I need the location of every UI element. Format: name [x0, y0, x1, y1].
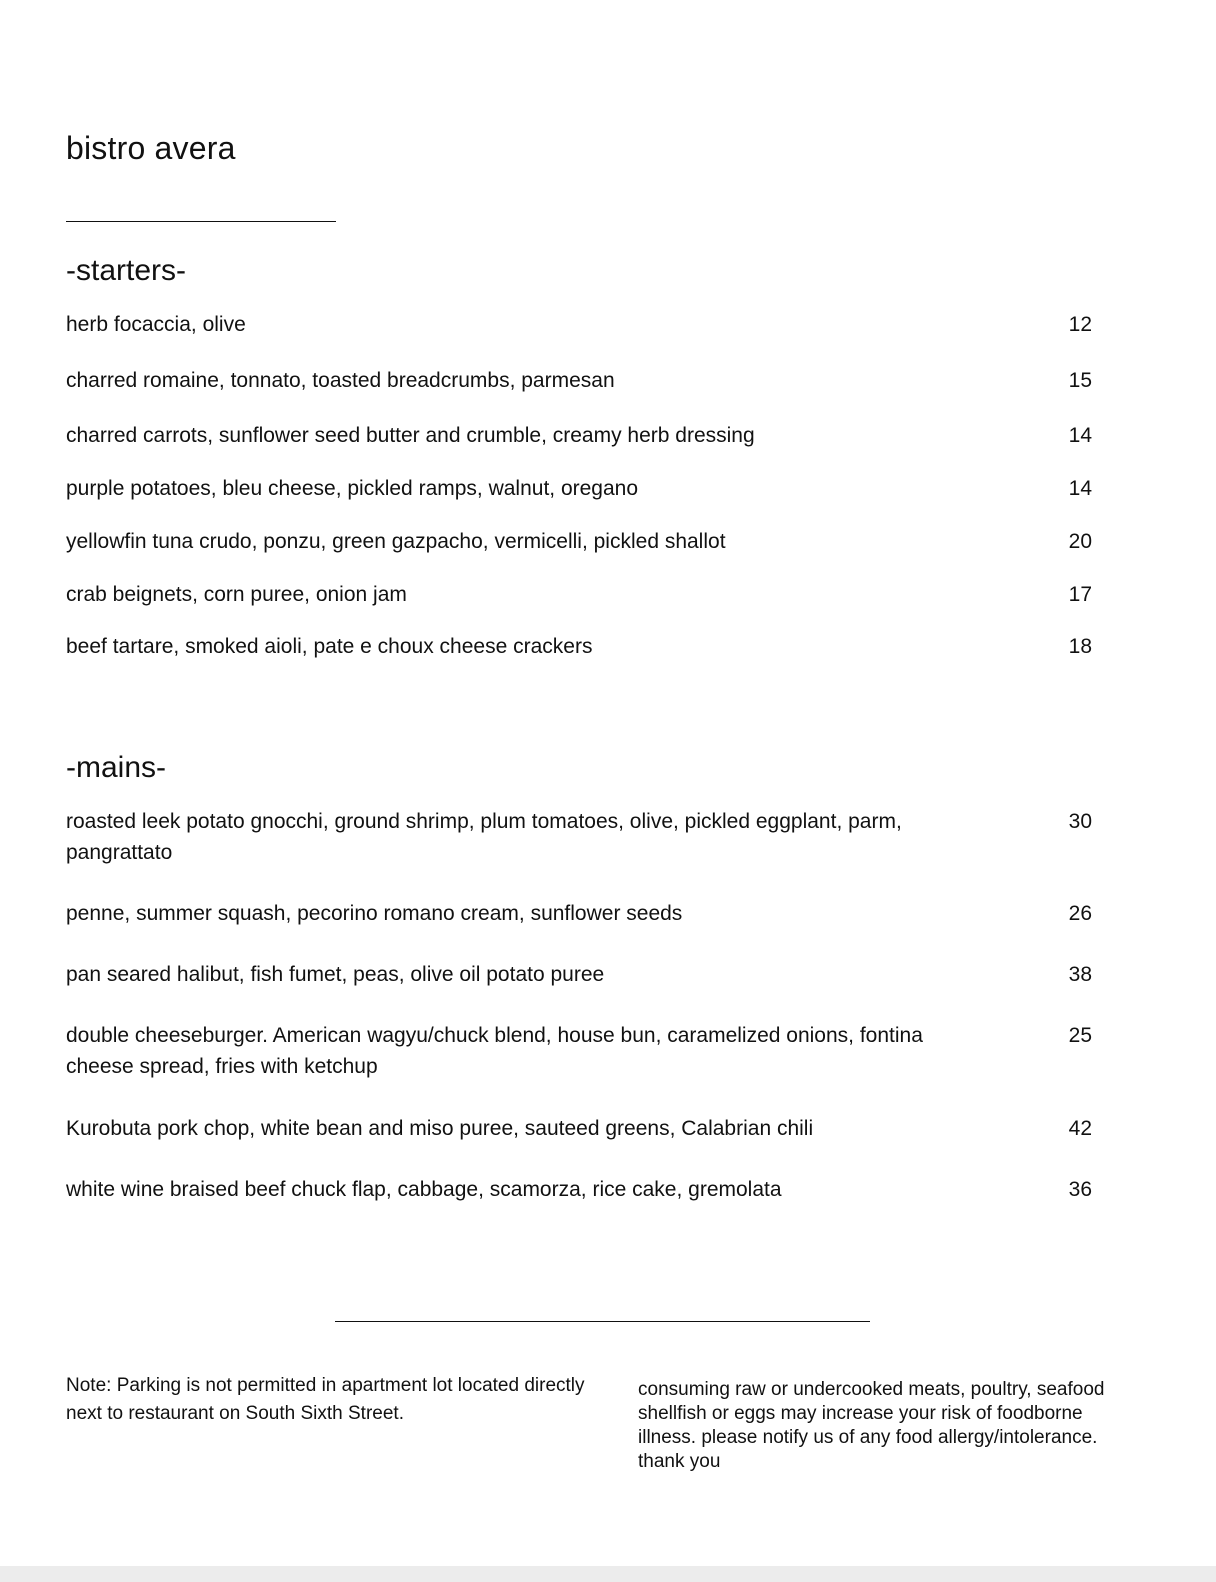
menu-item-description: Kurobuta pork chop, white bean and miso puree, sauteed greens, Calabrian chili: [66, 1117, 814, 1140]
menu-item-price: 36: [1068, 1178, 1092, 1201]
menu-item-price: 42: [1068, 1117, 1092, 1140]
menu-item: [66, 1174, 1092, 1205]
section-heading-starters: -starters-: [66, 254, 186, 287]
menu-item: [66, 959, 1092, 990]
menu-item-price: 30: [1068, 810, 1092, 833]
menu-item-price: 20: [1068, 530, 1092, 553]
menu-item: [66, 806, 1092, 868]
section-heading-mains: -mains-: [66, 751, 167, 784]
restaurant-title: bistro avera: [66, 130, 236, 166]
menu-item-description: charred carrots, sunflower seed butter and crumble, creamy herb dressing: [66, 424, 755, 447]
menu-item-description: yellowfin tuna crudo, ponzu, green gazpacho, vermicelli, pickled shallot: [66, 530, 726, 553]
menu-item-description: crab beignets, corn puree, onion jam: [66, 583, 407, 606]
menu-item: [66, 420, 1092, 451]
menu-item-price: 17: [1068, 583, 1092, 606]
menu-item: [66, 473, 1092, 504]
menu-item-description: purple potatoes, bleu cheese, pickled ramps, walnut, oregano: [66, 477, 639, 500]
menu-item-price: 15: [1068, 369, 1092, 392]
menu-item: [66, 1113, 1092, 1144]
page-bottom-edge: [0, 1566, 1216, 1582]
health-notice: consuming raw or undercooked meats, poultry, seafood shellfish or eggs may increase your risk of foodborne illness. please notify us of any food allergy/intolerance. thank you: [638, 1379, 1105, 1472]
footer-divider: [335, 1321, 870, 1322]
menu-item: [66, 898, 1092, 929]
menu-item-price: 14: [1068, 424, 1092, 447]
menu-item-price: 25: [1068, 1024, 1092, 1047]
menu-item-description: double cheeseburger. American wagyu/chuck blend, house bun, caramelized onions, fontina cheese spread, fries with ketchup: [66, 1024, 923, 1078]
menu-item-description: pan seared halibut, fish fumet, peas, olive oil potato puree: [66, 963, 605, 986]
menu-item: [66, 1020, 1092, 1082]
menu-item: [66, 365, 1092, 396]
menu-item-description: white wine braised beef chuck flap, cabbage, scamorza, rice cake, gremolata: [66, 1178, 782, 1201]
menu-item-description: beef tartare, smoked aioli, pate e choux cheese crackers: [66, 635, 593, 658]
menu-item-description: penne, summer squash, pecorino romano cream, sunflower seeds: [66, 902, 683, 925]
parking-note: Note: Parking is not permitted in apartment lot located directly next to restaurant on South Sixth Street.: [66, 1375, 585, 1424]
menu-item-description: herb focaccia, olive: [66, 313, 246, 336]
menu-item: [66, 631, 1092, 662]
menu-item-price: 12: [1068, 313, 1092, 336]
menu-item: [66, 526, 1092, 557]
menu-item-price: 14: [1068, 477, 1092, 500]
title-divider: [66, 221, 336, 222]
menu-item: [66, 309, 1092, 340]
menu-item: [66, 579, 1092, 610]
menu-item-description: roasted leek potato gnocchi, ground shrimp, plum tomatoes, olive, pickled eggplant, parm, pangrattato: [66, 810, 902, 864]
menu-item-price: 38: [1068, 963, 1092, 986]
menu-item-price: 26: [1068, 902, 1092, 925]
menu-item-price: 18: [1068, 635, 1092, 658]
menu-item-description: charred romaine, tonnato, toasted breadcrumbs, parmesan: [66, 369, 615, 392]
